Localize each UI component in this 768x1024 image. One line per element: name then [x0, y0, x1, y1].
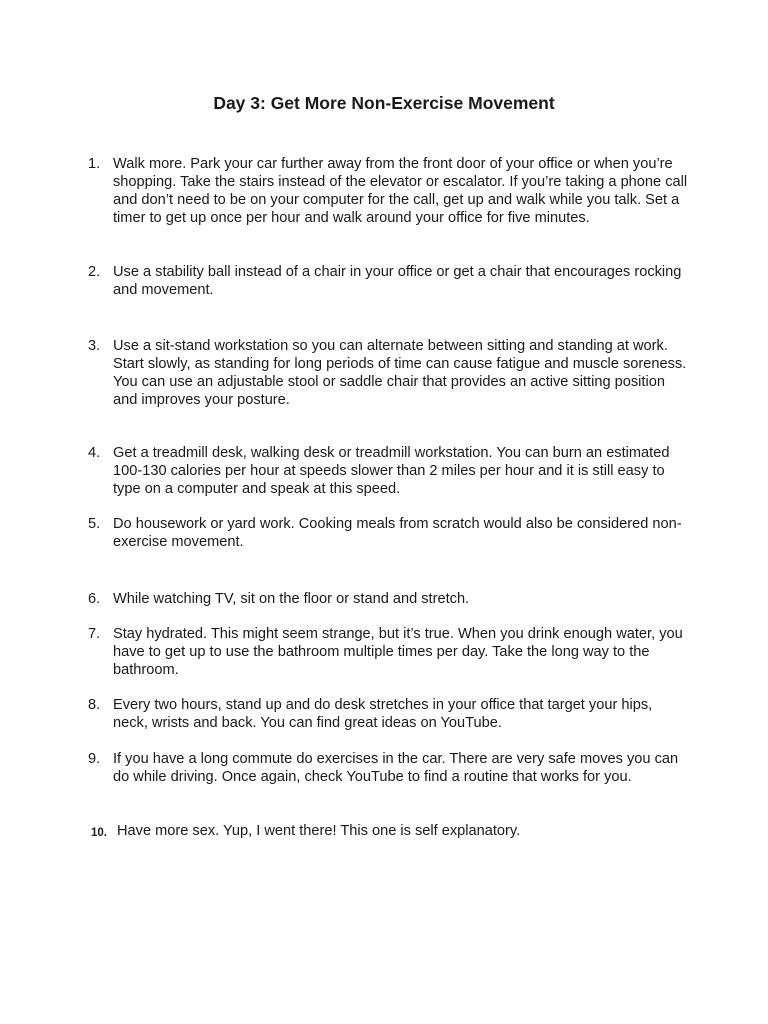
list-item-number: 10.: [91, 827, 107, 839]
list-item: [88, 515, 688, 551]
page-title: Day 3: Get More Non-Exercise Movement: [213, 93, 555, 113]
list-item-text: Have more sex. Yup, I went there! This one is self explanatory.: [117, 823, 521, 839]
list-item-number: 3.: [88, 338, 101, 354]
list-item: [88, 750, 688, 786]
list-item-number: 9.: [88, 751, 101, 767]
list-item-text: Use a stability ball instead of a chair in your office or get a chair that encourages rocking and movement.: [113, 264, 682, 298]
list-item: [88, 155, 688, 227]
list-item-text: Stay hydrated. This might seem strange, but it’s true. When you drink enough water, you have to get up to use the bathroom multiple times per day. Take the long way to the bathroom.: [113, 626, 683, 678]
list-item-number: 1.: [88, 156, 101, 172]
list-item-number: 6.: [88, 591, 101, 607]
list-item-number: 2.: [88, 264, 101, 280]
list-item: [88, 337, 688, 409]
list-item: [88, 625, 688, 679]
list-item-text: Get a treadmill desk, walking desk or treadmill workstation. You can burn an estimated 100-130 calories per hour at speeds slower than 2 miles per hour and it is still easy to type on a computer and speak at this speed.: [113, 445, 670, 497]
list-item: [88, 590, 688, 608]
list-item-text: Every two hours, stand up and do desk stretches in your office that target your hips, neck, wrists and back. You can find great ideas on YouTube.: [113, 697, 653, 731]
list-item-text: If you have a long commute do exercises in the car. There are very safe moves you can do while driving. Once again, check YouTube to find a routine that works for you.: [113, 751, 679, 785]
list-item-text: Use a sit-stand workstation so you can alternate between sitting and standing at work. Start slowly, as standing for long periods of time can cause fatigue and muscle soreness. You can use an adjustable stool or saddle chair that provides an active sitting position and improves your posture.: [113, 338, 687, 408]
list-item: [88, 444, 688, 498]
list-item-number: 8.: [88, 697, 101, 713]
list-item-number: 7.: [88, 626, 101, 642]
list-item: [88, 822, 688, 840]
list-item: [88, 263, 688, 299]
list-item-text: While watching TV, sit on the floor or stand and stretch.: [113, 591, 470, 607]
list-item-number: 4.: [88, 445, 101, 461]
list-item-text: Do housework or yard work. Cooking meals from scratch would also be considered non-exercise movement.: [113, 516, 682, 550]
list-item: [88, 696, 688, 732]
list-item-text: Walk more. Park your car further away from the front door of your office or when you’re shopping. Take the stairs instead of the elevator or escalator. If you’re taking a phone call and don’t need to be on your computer for the call, get up and walk while you talk. Set a timer to get up once per hour and walk around your office for five minutes.: [113, 156, 688, 226]
list-item-number: 5.: [88, 516, 101, 532]
